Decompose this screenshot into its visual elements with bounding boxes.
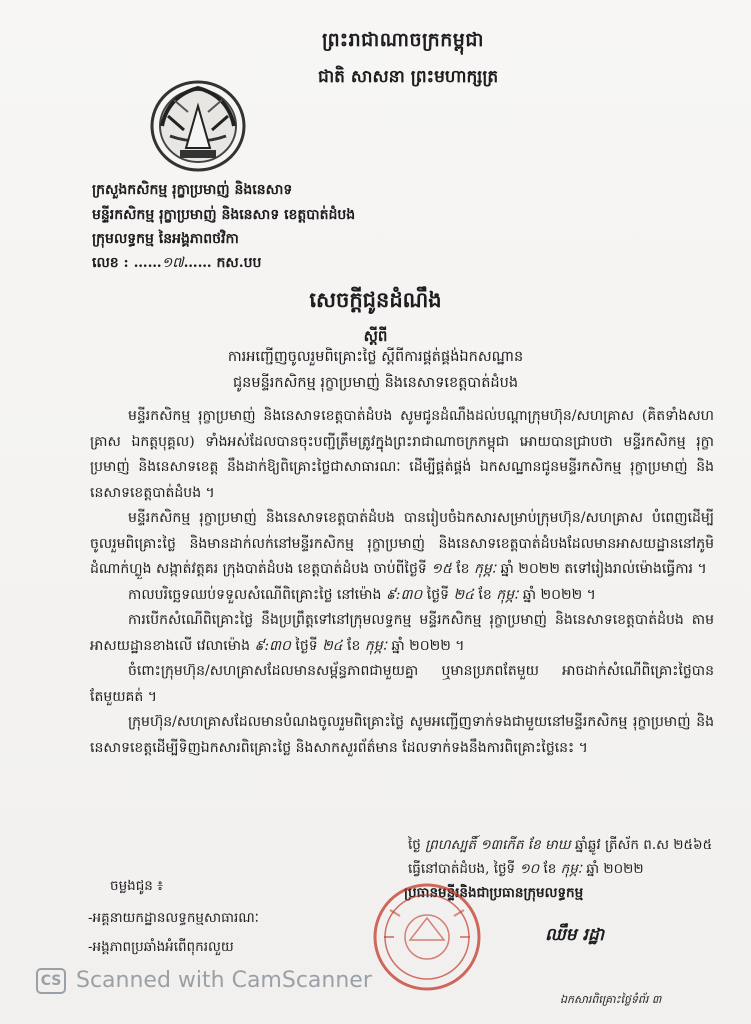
signatory-name: ឈឹម រដ្ឋា	[545, 925, 605, 945]
lunar-year: ឆ្នាំឆ្លូវ ត្រីស័ក ព.ស ២៥៦៥	[574, 837, 713, 853]
camscanner-logo-icon: CS	[36, 968, 66, 994]
p4-day-label: ថ្ងៃទី	[295, 637, 318, 654]
notice-body	[90, 404, 714, 761]
page-footer: ឯកសារពិគ្រោះថ្លៃទំព័រ ៣	[560, 993, 662, 1006]
date-block	[408, 833, 728, 881]
date-place: ធ្វើនៅបាត់ដំបង, ថ្ងៃទី	[408, 861, 516, 877]
p4-month: កុម្ភៈ	[364, 637, 387, 654]
camscanner-watermark: Scanned with CamScanner	[76, 968, 372, 993]
p4-post: ឆ្នាំ ២០២២ ។	[391, 637, 465, 654]
national-motto: ជាតិ សាសនា ព្រះមហាក្សត្រ	[318, 67, 499, 87]
p3-month: កុម្ភៈ	[496, 586, 519, 603]
p2-month-label: ខែ	[456, 561, 470, 577]
reference-number-value: ១៧	[161, 255, 184, 271]
cc-recipient-1: -អគ្គនាយកដ្ឋានលទ្ធកម្មសាធារណៈ	[88, 910, 259, 926]
official-stamp	[370, 880, 484, 994]
p4-month-label: ខែ	[347, 637, 361, 654]
p4-text: ការបើកសំណើពិគ្រោះថ្លៃ នឹងប្រព្រឹត្តទៅនៅក្រុមលទ្ធកម្ម មន្ទីរកសិកម្ម រុក្ខាប្រមាញ់ និងនេសាទខេត្តបាត់ដំបង តាមអាសយដ្ឋានខាងលើ វេលាម៉ោង	[90, 612, 714, 654]
p2-month: កុម្ភៈ	[473, 561, 497, 577]
p3-post: ឆ្នាំ ២០២២ ។	[522, 586, 596, 603]
p3-day: ២៤	[453, 586, 474, 603]
ministry-emblem	[148, 76, 248, 172]
notice-subject-line2: ជូនមន្ទីរកសិកម្ម រុក្ខាប្រមាញ់ និងនេសាទខេត្តបាត់ដំបង	[232, 375, 519, 391]
lunar-date: ព្រហស្បតិ៍ ១៣កើត ខែ មាឃ	[425, 837, 571, 853]
p3-month-label: ខែ	[478, 586, 492, 603]
body-paragraph-4	[90, 608, 714, 659]
reference-number: លេខ : ……១៧…… កស.បប	[92, 255, 262, 271]
notice-about: ស្តីពី	[363, 327, 388, 345]
p3-day-label: ថ្ងៃទី	[426, 586, 449, 603]
body-paragraph-5: ចំពោះក្រុមហ៊ុន/សហគ្រាសដែលមានសម្ព័ន្ធភាពជាមួយគ្នា ឬមានប្រភពតែមួយ អាចដាក់សំណើពិគ្រោះថ្លៃបានតែមួយគត់ ។	[90, 663, 714, 705]
reference-prefix: លេខ :	[92, 255, 129, 271]
signer-title: ប្រធានមន្ទីរនិងជាប្រធានក្រុមលទ្ធកម្ម	[404, 885, 584, 901]
p3-time: ៩:៣០	[385, 586, 423, 603]
p3-text: កាលបរិច្ឆេទឈប់ទទួលសំណើពិគ្រោះថ្លៃ នៅម៉ោង	[128, 586, 382, 603]
p2-text: មន្ទីរកសិកម្ម រុក្ខាប្រមាញ់ និងនេសាទខេត្តបាត់ដំបង បានរៀបចំឯកសារសម្រាប់ក្រុមហ៊ុន/សហគ្រាស បំពេញដើម្បីចូលរួមពិគ្រោះថ្លៃ និងមានដាក់លក់នៅមន្ទីរកសិកម្ម រុក្ខាប្រមាញ់ និងនេសាទខេត្តបាត់ដំបងដែលមានអាសយដ្ឋាននៅភូមិដំណាក់ហ្លួង សង្កាត់វត្តគរ ក្រុងបាត់ដំបង ខេត្តបាត់ដំបង ចាប់ពីថ្ងៃទី	[90, 510, 714, 577]
gregorian-date-line	[408, 857, 728, 881]
p4-time: ៩:៣០	[254, 637, 291, 654]
cc-recipient-2: -អង្គភាពប្រឆាំងអំពើពុករលួយ	[88, 939, 234, 955]
ministry-name: ក្រសួងកសិកម្ម រុក្ខាប្រមាញ់ និងនេសាទ	[92, 182, 293, 198]
department-name: មន្ទីរកសិកម្ម រុក្ខាប្រមាញ់ និងនេសាទ ខេត្តបាត់ដំបង	[92, 207, 356, 223]
body-paragraph-3	[90, 583, 714, 609]
procurement-unit-name: ក្រុមលទ្ធកម្ម នៃអង្គភាពថវិកា	[92, 231, 239, 247]
notice-title: សេចក្តីជូនដំណឹង	[309, 287, 442, 312]
body-paragraph-6: ក្រុមហ៊ុន/សហគ្រាសដែលមានបំណងចូលរួមពិគ្រោះថ្លៃ សូមអញ្ជើញទាក់ទងជាមួយនៅមន្ទីរកសិកម្ម រុក្ខាប្រមាញ់ និងនេសាទខេត្តដើម្បីទិញឯកសារពិគ្រោះថ្លៃ និងសាកសួរព័ត៌មាន ដែលទាក់ទងនឹងការពិគ្រោះថ្លៃនេះ ។	[90, 714, 714, 756]
date-month: កុម្ភៈ	[560, 861, 582, 877]
reference-suffix: កស.បប	[216, 255, 262, 271]
p4-day: ២៤	[322, 637, 343, 654]
date-year: ឆ្នាំ ២០២២	[586, 861, 644, 877]
lunar-label: ថ្ងៃ	[408, 837, 421, 853]
body-paragraph-1: មន្ទីរកសិកម្ម រុក្ខាប្រមាញ់ និងនេសាទខេត្តបាត់ដំបង សូមជូនដំណឹងដល់បណ្តាក្រុមហ៊ុន/សហគ្រាស (គិតទាំងសហគ្រាស ឯកត្តបុគ្គល) ទាំងអស់ដែលបានចុះបញ្ជីត្រឹមត្រូវក្នុងព្រះរាជាណាចក្រកម្ពុជា អោយបានជ្រាបថា មន្ទីរកសិកម្ម រុក្ខាប្រមាញ់ និងនេសាទខេត្ត នឹងដាក់ឱ្យពិគ្រោះថ្លៃជាសាធារណៈ ដើម្បីផ្គត់ផ្គង់ ឯកសណ្ឋានជូនមន្ទីរកសិកម្ម រុក្ខាប្រមាញ់ និងនេសាទខេត្តបាត់ដំបង ។	[90, 408, 714, 501]
date-month-label: ខែ	[543, 861, 557, 877]
p2-day: ១៥	[431, 561, 452, 577]
kingdom-heading: ព្រះរាជាណាចក្រកម្ពុជា	[322, 29, 484, 51]
notice-subject-line1: ការអញ្ជើញចូលរួមពិគ្រោះថ្លៃ ស្តីពីការផ្គត់ផ្គង់ឯកសណ្ឋាន	[227, 349, 524, 365]
lunar-date-line	[408, 833, 728, 857]
body-paragraph-2	[90, 506, 714, 583]
p2-post: ឆ្នាំ ២០២២ តទៅរៀងរាល់ម៉ោងធ្វើការ ។	[500, 561, 707, 577]
cc-title: ចម្លងជូន ៖	[110, 878, 164, 894]
date-day: ១០	[519, 861, 540, 877]
